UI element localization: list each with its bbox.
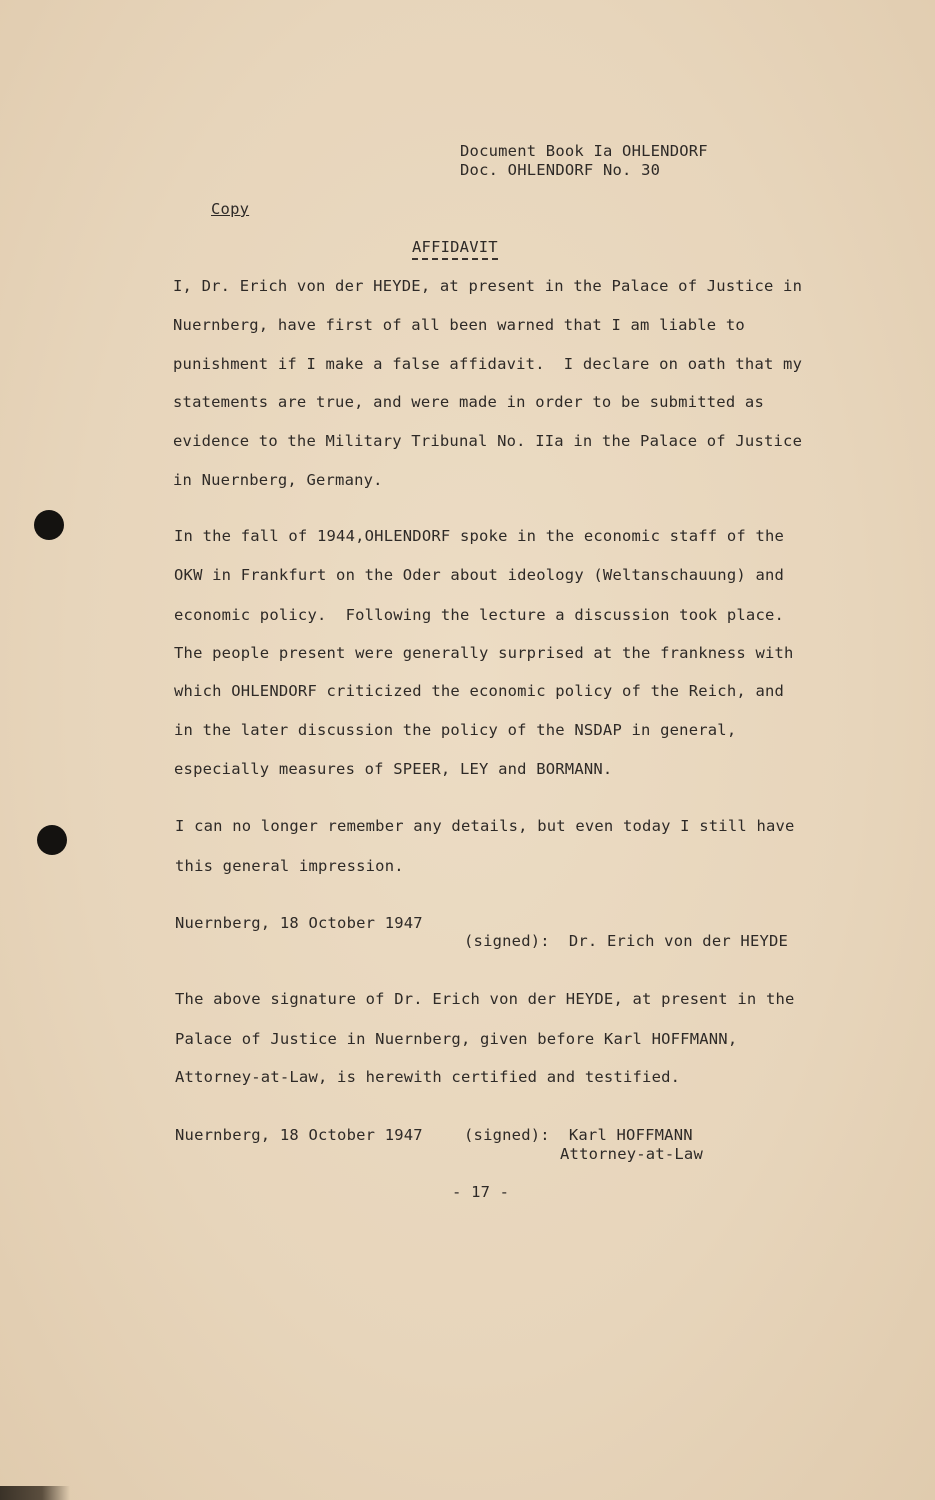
paragraph1-line: statements are true, and were made in order to be submitted as (173, 393, 764, 411)
title-underline (412, 258, 498, 260)
paragraph2-line: in the later discussion the policy of the NSDAP in general, (174, 721, 737, 739)
signature2-title: Attorney-at-Law (560, 1145, 703, 1163)
paragraph1-line: in Nuernberg, Germany. (173, 471, 383, 489)
paragraph2-line: which OHLENDORF criticized the economic policy of the Reich, and (174, 682, 785, 700)
certification-line: Attorney-at-Law, is herewith certified and testified. (175, 1068, 681, 1086)
paragraph2-line: economic policy. Following the lecture a discussion took place. (174, 606, 785, 624)
certification-line: The above signature of Dr. Erich von der HEYDE, at present in the (175, 990, 795, 1008)
document-title: AFFIDAVIT (412, 238, 498, 256)
paragraph2-line: OKW in Frankfurt on the Oder about ideology (Weltanschauung) and (174, 566, 785, 584)
signature1-place-date: Nuernberg, 18 October 1947 (175, 914, 423, 932)
paragraph2-line: The people present were generally surprised at the frankness with (174, 644, 794, 662)
document-number-line: Doc. OHLENDORF No. 30 (460, 161, 661, 179)
punch-hole-top (34, 510, 64, 540)
paragraph3-line: this general impression. (175, 857, 404, 875)
paragraph1-line: punishment if I make a false affidavit. I declare on oath that my (173, 355, 803, 373)
signature2-place-date: Nuernberg, 18 October 1947 (175, 1126, 423, 1144)
signature2-signed: (signed): Karl HOFFMANN (464, 1126, 693, 1144)
paragraph3-line: I can no longer remember any details, but even today I still have (175, 817, 795, 835)
document-book-line: Document Book Ia OHLENDORF (460, 142, 708, 160)
paragraph1-line: evidence to the Military Tribunal No. IIa in the Palace of Justice (173, 432, 803, 450)
paragraph1-line: Nuernberg, have first of all been warned that I am liable to (173, 316, 745, 334)
page-number: - 17 - (452, 1183, 510, 1201)
signature1-signed: (signed): Dr. Erich von der HEYDE (464, 932, 789, 950)
paragraph2-line: In the fall of 1944,OHLENDORF spoke in the economic staff of the (174, 527, 785, 545)
paragraph1-line: I, Dr. Erich von der HEYDE, at present in the Palace of Justice in (173, 277, 803, 295)
copy-label: Copy (211, 200, 250, 218)
punch-hole-bottom (37, 825, 67, 855)
edge-stain (0, 1486, 70, 1500)
certification-line: Palace of Justice in Nuernberg, given before Karl HOFFMANN, (175, 1030, 738, 1048)
paragraph2-line: especially measures of SPEER, LEY and BORMANN. (174, 760, 613, 778)
